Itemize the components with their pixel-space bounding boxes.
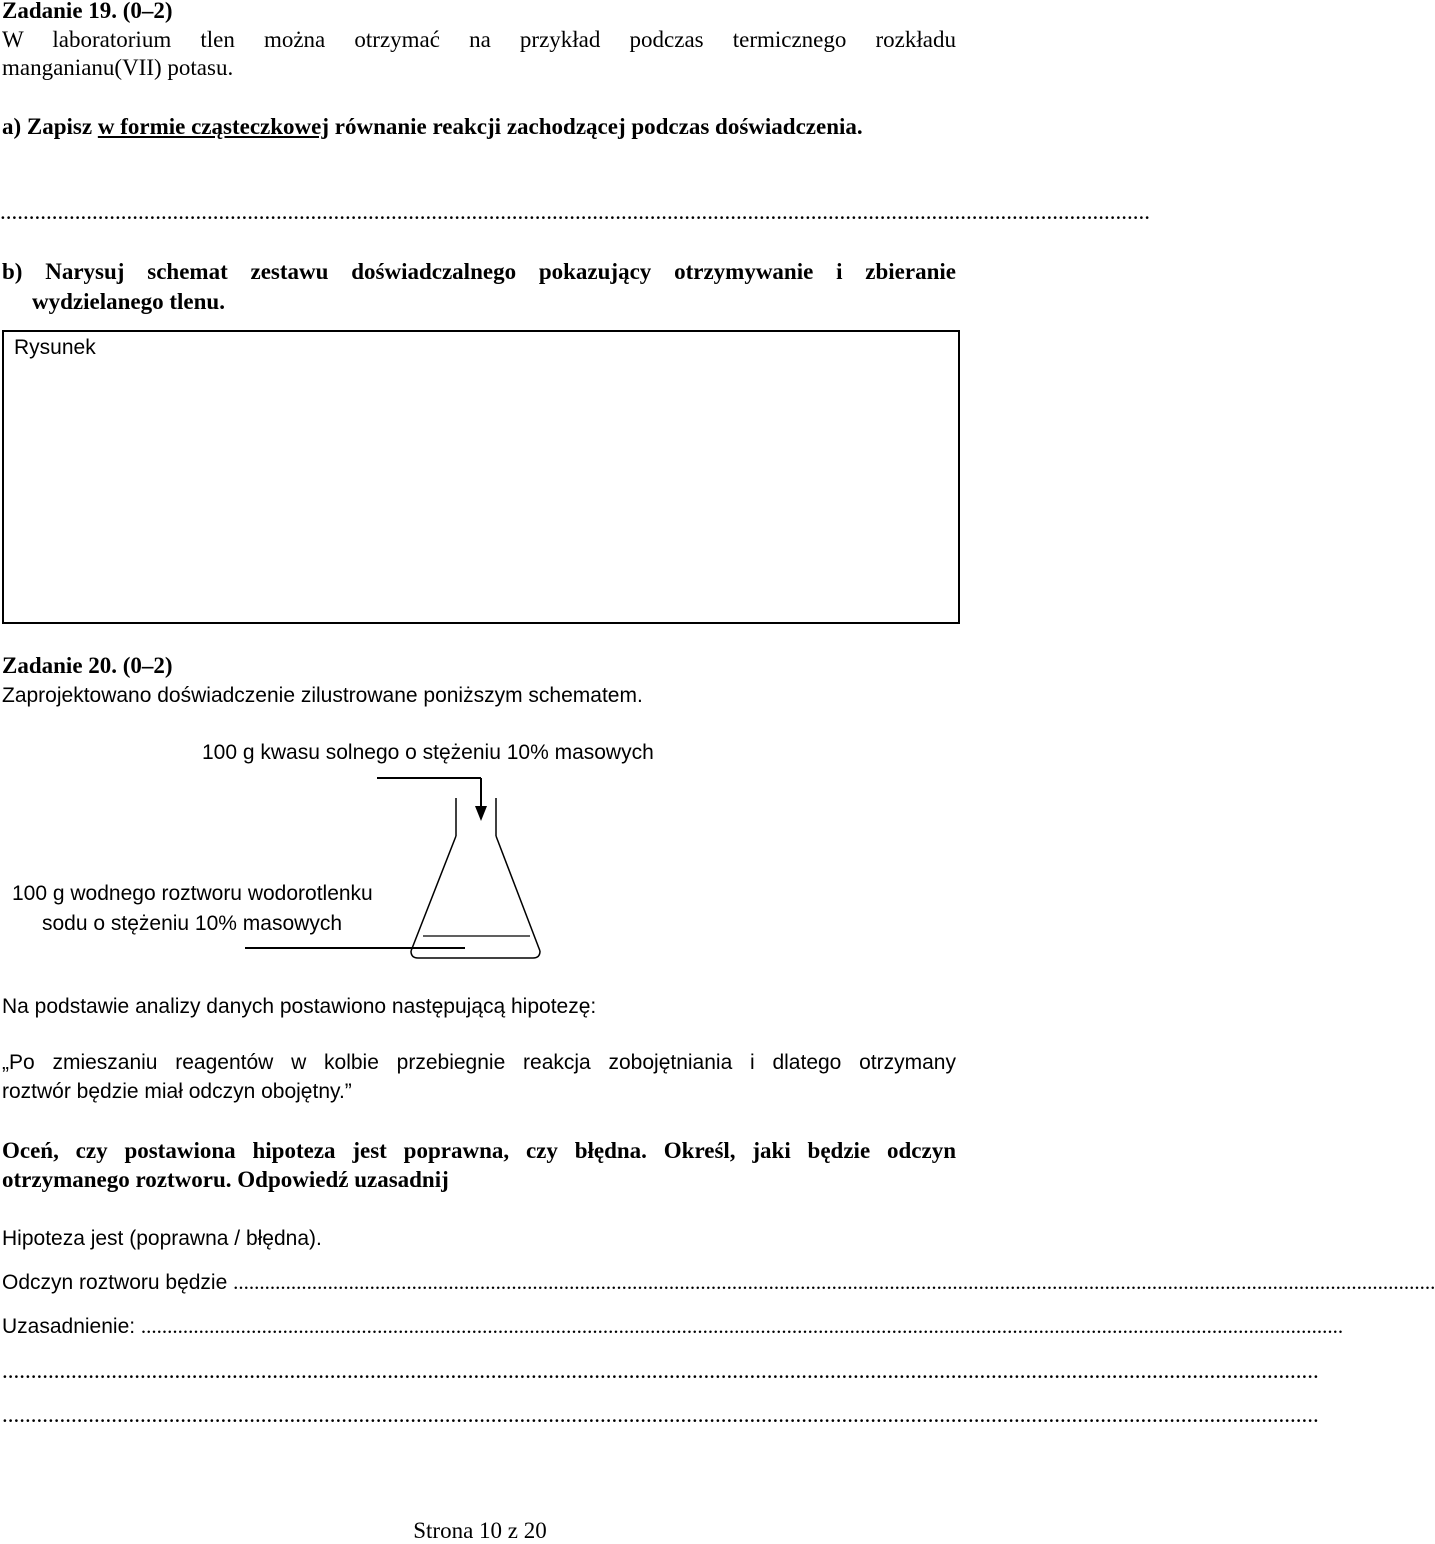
task19-part-b-line2: wydzielanego tlenu. xyxy=(32,289,225,314)
task20-heading: Zadanie 20. (0–2) xyxy=(2,653,173,678)
task19-part-a-prefix: a) Zapisz xyxy=(2,114,98,139)
page-number: Strona 10 z 20 xyxy=(413,1518,547,1543)
drawing-box-label: Rysunek xyxy=(14,336,96,359)
task19-intro-line2: manganianu(VII) potasu. xyxy=(2,55,234,80)
answer-justification-label: Uzasadnienie: xyxy=(2,1315,141,1338)
task20-intro: Zaprojektowano doświadczenie zilustrowane poniższym schematem. xyxy=(2,684,643,707)
answer-reaction-row[interactable] xyxy=(2,1270,1435,1295)
answer-line-extra1[interactable]: ..................................................................................................................................................................................................................................... xyxy=(2,1358,1319,1383)
answer-justification-row[interactable] xyxy=(2,1314,1344,1339)
hypothesis-line2: roztwór będzie miał odczyn obojętny.” xyxy=(2,1080,352,1103)
instruction-line2: otrzymanego roztworu. Odpowiedź uzasadnij xyxy=(2,1167,449,1192)
task19-intro-line1: W laboratorium tlen można otrzymać na przykład podczas termicznego rozkładu xyxy=(2,27,956,52)
base-label-line1: 100 g wodnego roztworu wodorotlenku xyxy=(12,882,373,905)
hypothesis-intro: Na podstawie analizy danych postawiono następującą hipotezę: xyxy=(2,995,597,1018)
erlenmeyer-flask-icon xyxy=(411,798,540,958)
hypothesis-line1: „Po zmieszaniu reagentów w kolbie przebiegnie reakcja zobojętniania i dlatego otrzymany xyxy=(2,1051,956,1074)
answer-reaction-dots[interactable]: ..................................................................................................................................................................................................................................... xyxy=(233,1270,1435,1294)
acid-label: 100 g kwasu solnego o stężeniu 10% masowych xyxy=(202,741,654,764)
answer-line-extra2[interactable]: ..................................................................................................................................................................................................................................... xyxy=(2,1402,1319,1427)
answer-hypothesis[interactable]: Hipoteza jest (poprawna / błędna). xyxy=(2,1227,322,1250)
task19-answer-line-a[interactable]: ........................................................................................................................................................................................................ xyxy=(0,199,1150,224)
task19-part-a-suffix: równanie reakcji zachodzącej podczas doświadczenia. xyxy=(329,114,863,139)
answer-justification-dots[interactable]: ..................................................................................................................................................................................................................................... xyxy=(140,1314,1344,1338)
answer-reaction-label: Odczyn roztworu będzie xyxy=(2,1271,234,1294)
task19-part-b-line1: b) Narysuj schemat zestawu doświadczalnego pokazujący otrzymywanie i zbieranie xyxy=(2,259,956,284)
task19-heading: Zadanie 19. (0–2) xyxy=(2,0,173,23)
task19-part-a-emphasis: w formie cząsteczkowej xyxy=(97,114,330,139)
base-label-line2: sodu o stężeniu 10% masowych xyxy=(42,912,342,935)
acid-pointer xyxy=(377,778,487,821)
instruction-line1: Oceń, czy postawiona hipoteza jest poprawna, czy błędna. Określ, jaki będzie odczyn xyxy=(2,1138,956,1163)
arrow-head-icon xyxy=(475,806,487,821)
